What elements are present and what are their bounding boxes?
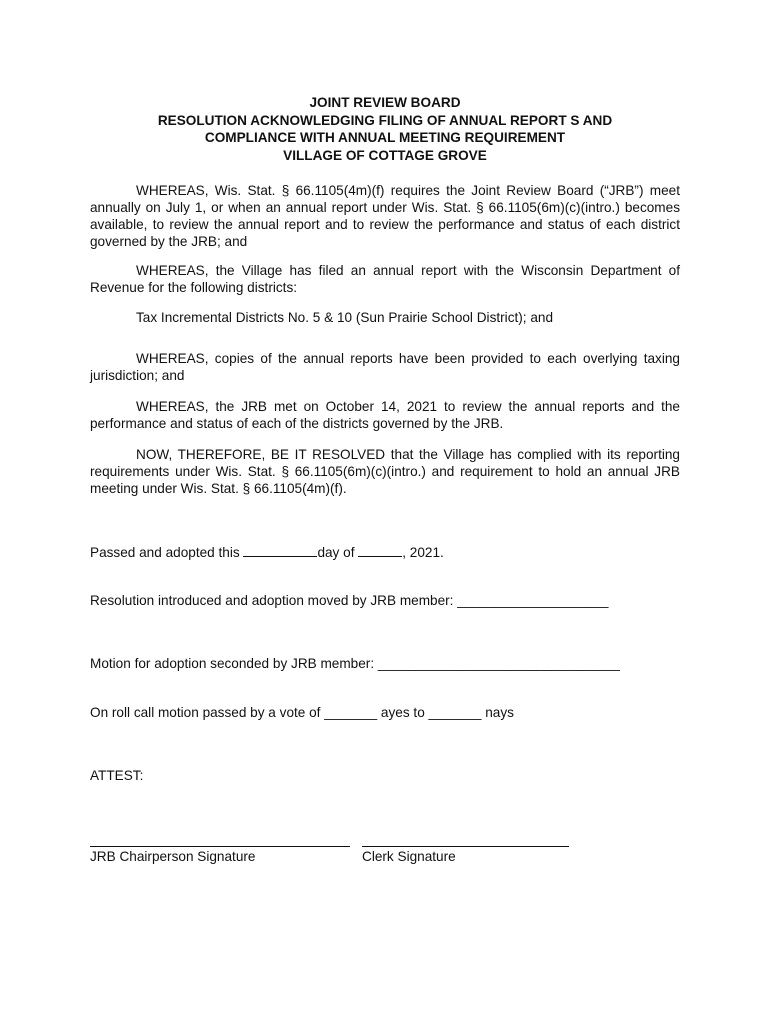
chair-signature-label: JRB Chairperson Signature: [90, 849, 256, 864]
introduced-line: Resolution introduced and adoption moved by JRB member: ____________________: [90, 593, 609, 608]
passed-day-blank[interactable]: [243, 543, 317, 557]
chair-signature-line[interactable]: [90, 846, 350, 847]
attest-label: ATTEST:: [90, 768, 144, 783]
seconded-line: Motion for adoption seconded by JRB member: ________________________________: [90, 656, 620, 671]
title-line-2: RESOLUTION ACKNOWLEDGING FILING OF ANNUAL REPORT S AND: [157, 112, 613, 128]
passed-adopted-line: [90, 543, 444, 561]
title-line-4: VILLAGE OF COTTAGE GROVE: [283, 147, 487, 163]
whereas-paragraph-4: WHEREAS, the JRB met on October 14, 2021 to review the annual reports and the performance and status of each of the districts governed by the JRB.: [90, 399, 680, 431]
passed-suffix: , 2021.: [402, 545, 444, 560]
clerk-signature-line[interactable]: [362, 846, 569, 847]
title-line-1: JOINT REVIEW BOARD: [309, 95, 461, 110]
clerk-signature-label: Clerk Signature: [362, 849, 456, 864]
passed-month-blank[interactable]: [358, 543, 402, 557]
document-title: [90, 94, 680, 164]
whereas-paragraph-1: WHEREAS, Wis. Stat. § 66.1105(4m)(f) requires the Joint Review Board (“JRB”) meet annually on July 1, or when an annual report under Wis. Stat. § 66.1105(6m)(c)(intro.) becomes available, to review the annual report and to review the performance and status of each district governed by the JRB; and: [90, 183, 680, 249]
title-line-3: COMPLIANCE WITH ANNUAL MEETING REQUIREMENT: [204, 130, 566, 145]
whereas-paragraph-2: WHEREAS, the Village has filed an annual report with the Wisconsin Department of Revenue for the following districts:: [90, 263, 680, 295]
roll-call-line: On roll call motion passed by a vote of _______ ayes to _______ nays: [90, 705, 514, 720]
passed-prefix: Passed and adopted this: [90, 545, 240, 560]
resolved-paragraph: NOW, THEREFORE, BE IT RESOLVED that the Village has complied with its reporting requirements under Wis. Stat. § 66.1105(6m)(c)(intro.) and requirement to hold an annual JRB meeting under Wis. Stat. § 66.1105(4m)(f).: [90, 447, 680, 496]
whereas-paragraph-3: WHEREAS, copies of the annual reports have been provided to each overlying taxing jurisdiction; and: [90, 351, 680, 383]
districts-line: Tax Incremental Districts No. 5 & 10 (Sun Prairie School District); and: [136, 310, 554, 325]
passed-mid: day of: [317, 545, 355, 560]
